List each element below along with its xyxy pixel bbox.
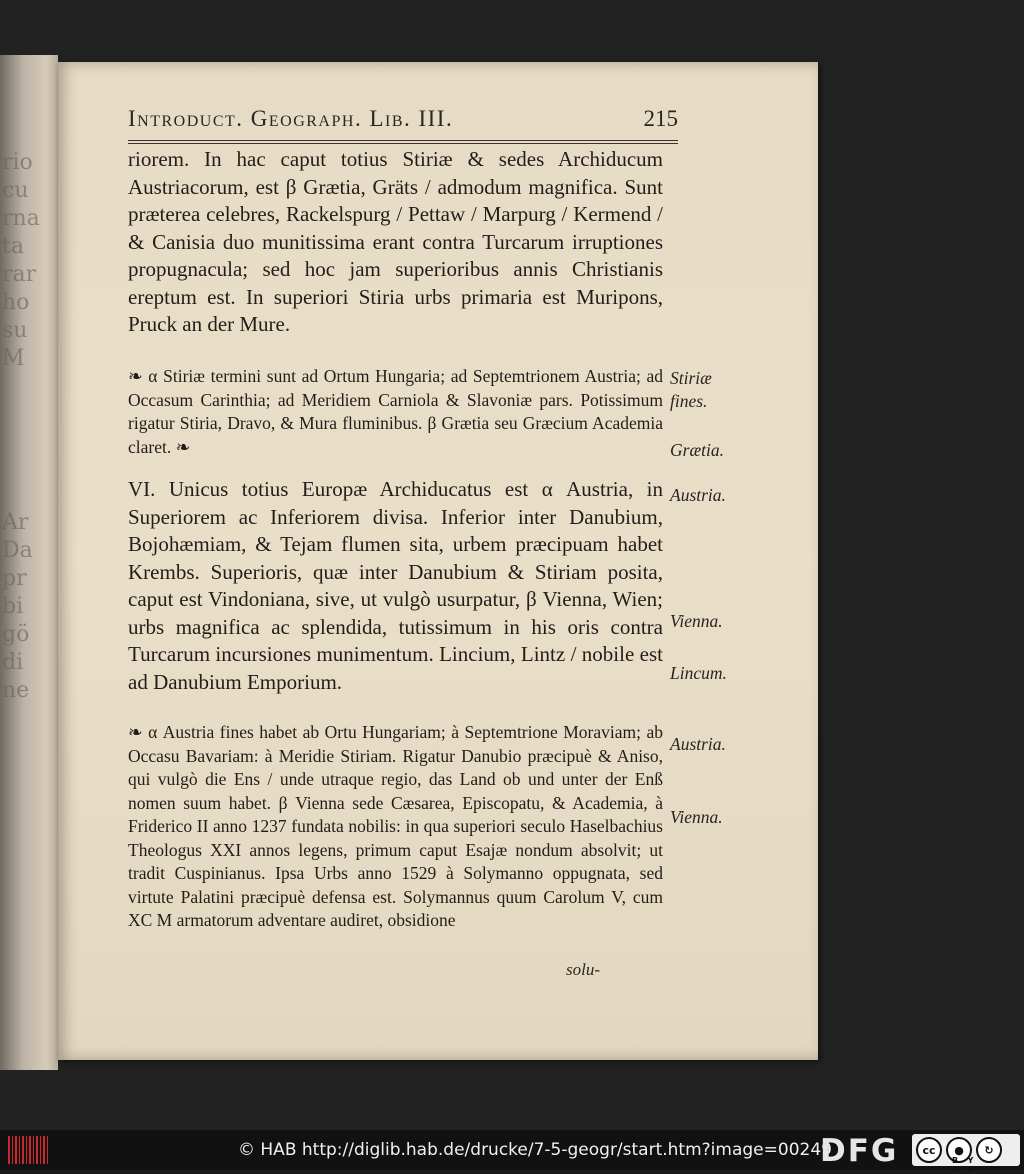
by-icon: ● — [946, 1137, 972, 1163]
margin-note: Lincum. — [670, 663, 727, 683]
paragraph-styria-cities: riorem. In hac caput totius Stiriæ & sedes Archiducum Austriacorum, est β Grætia, Gräts / admodum magnifica. Sunt præterea celebres, Rackelspurg / Pettaw / Marpurg / Kermend / & Canisia duo munitissima erant contra Turcarum irruptiones propugnacula; sed hoc jam superioribus annis Christianis ereptum est. In superiori Stiria urbs primaria est Muripons, Pruck an der Mure. — [128, 147, 663, 336]
margin-note: Vienna. — [670, 611, 723, 631]
margin-note: Austria. — [670, 485, 726, 505]
margin-notes — [670, 62, 810, 1060]
annotation-styria: ❧ α Stiriæ termini sunt ad Ortum Hungaria; ad Septemtrionem Austria; ad Occasum Carinthia; ad Meridiem Carniola & Slavoniæ pars. Potissimum rigatur Stiria, Dravo, & Mura fluminibus. β Grætia seu Græcium Academia claret. ❧ — [128, 366, 663, 457]
paragraph-austria: VI. Unicus totius Europæ Archiducatus est α Austria, in Superiorem ac Inferiorem divisa. Inferior inter Danubium, Bojohæmiam, & Tejam flumen sita, urbem præcipuam habet Krembs. Superioris, quæ inter Danubium & Stiriam posita, caput est Vindoniana, sive, ut vulgò usurpatur, β Vienna, Wien; urbs magnifica ac splendida, tutissimum in his oris contra Turcarum incursiones munimentum. Lincium, Lintz / nobile est ad Danubium Emporium. — [128, 477, 663, 694]
running-title: Introduct. Geograph. Lib. III. — [128, 106, 454, 131]
facing-page-edge: rio cu rna ta rar ho su M Ar Da pr bi gö di ne — [0, 55, 58, 1070]
catchword: solu- — [566, 960, 600, 979]
margin-note: Vienna. — [670, 807, 723, 827]
margin-note: Stiriæ — [670, 368, 712, 388]
margin-note: fines. — [670, 391, 708, 411]
sa-icon: ↻ — [976, 1137, 1002, 1163]
viewer-footer — [0, 1130, 1024, 1174]
header-rule — [128, 140, 678, 144]
hab-logo-icon — [8, 1136, 48, 1164]
cc-icon: cc — [916, 1137, 942, 1163]
page-header — [128, 102, 678, 138]
margin-note: Grætia. — [670, 440, 724, 460]
margin-note: Austria. — [670, 734, 726, 754]
attribution-link[interactable]: © HAB http://diglib.hab.de/drucke/7-5-geogr/start.htm?image=00249 — [238, 1140, 832, 1160]
page-number: 215 — [643, 106, 678, 131]
book-page — [58, 62, 818, 1060]
license-labels: BY SA — [952, 1156, 984, 1174]
annotation-austria: ❧ α Austria fines habet ab Ortu Hungariam; à Septemtrione Moraviam; ab Occasu Bavariam: à Meridie Stiriam. Rigatur Danubio præcipuè & Aniso, qui vulgò die Ens / unde utraque regio, das Land ob und unter der Enß nomen suum habet. β Vienna sede Cæsarea, Episcopatu, & Academia, à Friderico II anno 1237 fundata nobilis: in qua superiori seculo Haselbachius Theologus XXI annos legens, primum caput Esajæ nondum absolvit; ut tradit Cuspinianus. Ipsa Urbs anno 1529 à Solymanno oppugnata, sed virtute Palatini præcipuè defensa est. Solymannus quum Carolum V, cum XC M armatorum adventare audiret, obsidione — [128, 722, 663, 930]
dfg-logo: DFG — [820, 1133, 899, 1169]
